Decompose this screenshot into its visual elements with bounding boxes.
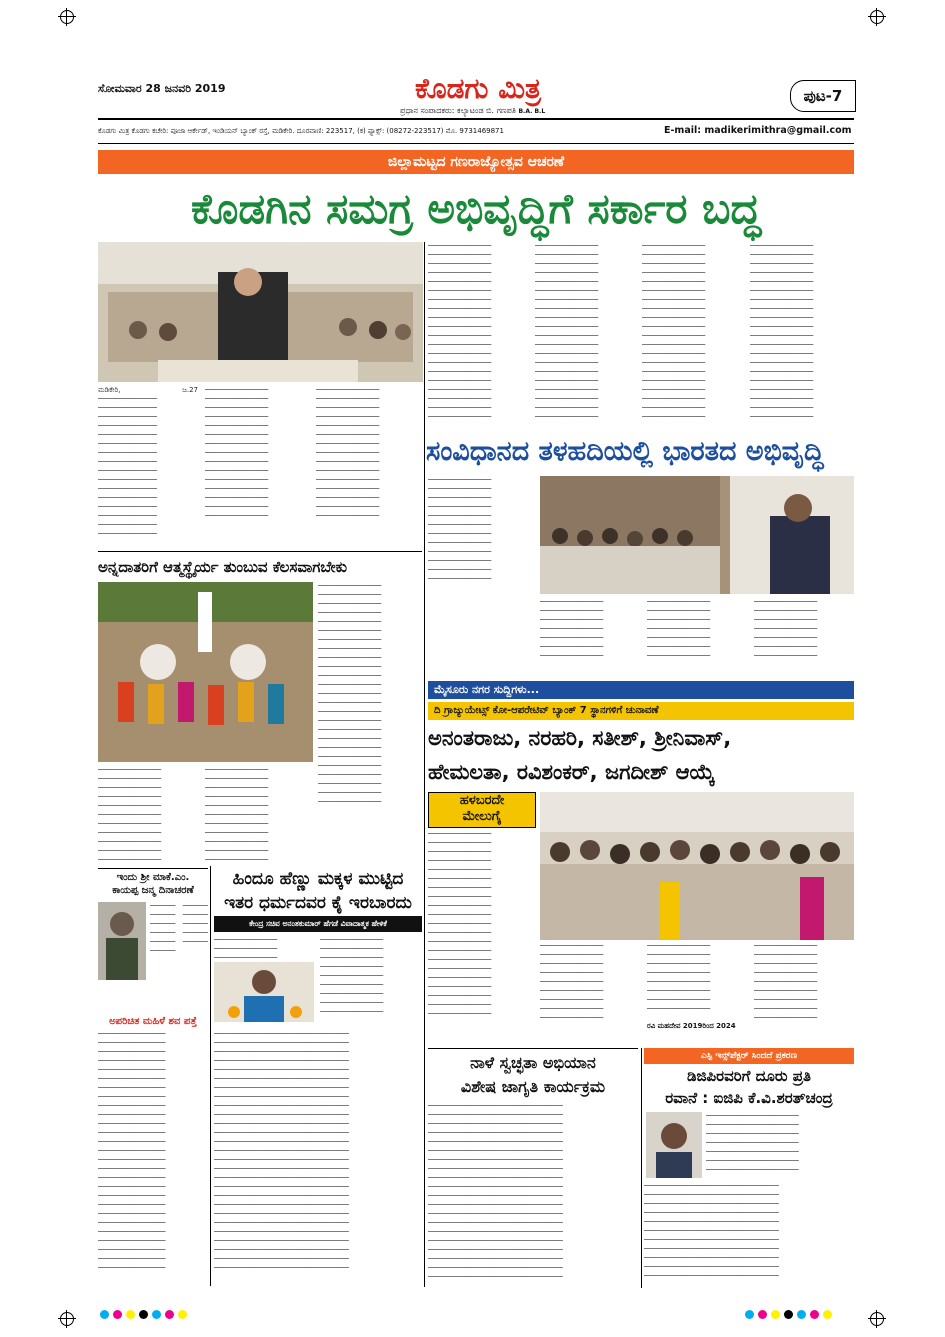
lead-body-col-1: ಮಡಿಕೇರಿ, ಜ.27 ────────────── ────────────── ────────────── ────────────── ────────────── ────────────── ────────────── ────────────── ────────────── ────────────── ────────────── ────────────── ────────────── ────────────── ────────────── ────────────── bbox=[98, 386, 198, 538]
birthday-body: ────── ────── ────── ────── ────── ────── ────── ────── ────── ────── ────── bbox=[150, 902, 208, 955]
paper-name: ಕೊಡಗು ಮಿತ್ರ bbox=[414, 72, 541, 105]
small-left-body: ──────────────── ──────────────── ──────────────── ──────────────── ──────────────── ──────────────── ──────────────── ──────────────── ──────────────── ──────────────── ──────────────── ──────────────── ──────────────── ──────────────── ──────────────── ──────────────── ──────────────── ──────────────── ──────────────── ──────────────── ──────────────── ──────────────── ──────────────── ──────────────── ──────────────── ──────────────── ──────────────── bbox=[98, 1030, 166, 1272]
constitution-body-col-3: ─────────────── ─────────────── ─────────────── ─────────────── ─────────────── ─────────────── ─────────────── bbox=[647, 598, 711, 660]
lead-kicker: ಜಿಲ್ಲಾಮಟ್ಟದ ಗಣರಾಜ್ಯೋತ್ಸವ ಆಚರಣೆ bbox=[387, 154, 565, 170]
hindu-headline-1: ಹಿಂದೂ ಹೆಣ್ಣು ಮಕ್ಕಳ ಮುಟ್ಟಿದ bbox=[232, 869, 404, 889]
masthead-rule-bottom bbox=[98, 143, 854, 144]
bank-kicker: ದಿ ಗ್ರಾಜ್ಯುಯೇಟ್ಸ್ ಕೋ-ಆಪರೇಟಿವ್ ಬ್ಯಾಂಕ್ 7 ಸ್ಥಾನಗಳಿಗೆ ಚುನಾವಣೆ bbox=[434, 705, 659, 716]
constitution-body-col-2: ─────────────── ─────────────── ─────────────── ─────────────── ─────────────── ─────────────── ─────────────── bbox=[540, 598, 604, 660]
constitution-body-col-1: ─────────────── ─────────────── ─────────────── ─────────────── ─────────────── ─────────────── ─────────────── ─────────────── ─────────────── ─────────────── ─────────────── ─────────────── bbox=[428, 476, 492, 583]
small-left-headline: ಅಪರಿಚಿತ ಮಹಿಳೆ ಶವ ಪತ್ತೆ bbox=[109, 1016, 197, 1027]
masthead-rule bbox=[98, 118, 854, 120]
registration-mark-icon bbox=[870, 10, 884, 24]
column-separator bbox=[210, 866, 211, 1286]
masthead-date: ಸೋಮವಾರ 28 ಜನವರಿ 2019 bbox=[98, 82, 226, 95]
side-label-line-2: ಮೇಲುಗೈ bbox=[462, 809, 502, 824]
mysore-section-bar bbox=[428, 681, 854, 699]
hindu-kicker-bar bbox=[214, 916, 422, 932]
dcp-headline-2: ರವಾನೆ : ಐಜಿಪಿ ಕೆ.ವಿ.ಶರತ್‌ಚಂದ್ರ bbox=[665, 1089, 833, 1107]
dcp-kicker: ಎಸ್ಪಿ ಇನ್ಸ್‌ಪೆಕ್ಟರ್ ಸಿಂದದೆ ಪ್ರಕರಣ bbox=[701, 1051, 797, 1061]
dcp-kicker-bar bbox=[644, 1048, 854, 1064]
hindu-headline-2: ಇತರ ಧರ್ಮದವರ ಕೈ ಇರಬಾರದು bbox=[224, 893, 412, 913]
cmyk-color-bar-icon bbox=[100, 1304, 191, 1323]
bank-body-col-1: ─────────────── ─────────────── ─────────────── ─────────────── ─────────────── ─────────────── ─────────────── ─────────────── ─────────────── ─────────────── ─────────────── ─────────────── ─────────────── ─────────────── ─────────────── ─────────────── ─────────────── ─────────────── ─────────────── ─────────────── ─────────────── bbox=[428, 830, 492, 1018]
email-address: E-mail: madikerimithra@gmail.com bbox=[664, 125, 852, 136]
dcp-portrait bbox=[646, 1112, 702, 1178]
editor-line: ಪ್ರಧಾನ ಸಂಪಾದಕರು: ಕಲ್ಯಾಟಂಡ ಬಿ. ಗಣಪತಿ B.A. B.L bbox=[400, 106, 546, 115]
lead-body-col-5: ─────────────── ─────────────── ─────────────── ─────────────── ─────────────── ─────────────── ─────────────── ─────────────── ─────────────── ─────────────── ─────────────── ─────────────── ─────────────── ─────────────── ─────────────── ─────────────── ─────────────── ─────────────── ─────────────── ─────────────── bbox=[535, 242, 599, 421]
birthday-portrait bbox=[98, 902, 146, 980]
bank-body-col-4: ─────────────── ─────────────── ─────────────── ─────────────── ─────────────── ─────────────── ─────────────── ─────────────── ─────────────── bbox=[754, 942, 818, 1022]
section-rule bbox=[98, 551, 422, 552]
registration-mark-icon bbox=[60, 1312, 74, 1326]
bank-photo bbox=[540, 792, 854, 940]
bank-body-col-3: ─────────────── ─────────────── ─────────────── ─────────────── ─────────────── ─────────────── ─────────────── ─────────────── bbox=[647, 942, 711, 1013]
constitution-headline: ಸಂವಿಧಾನದ ತಳಹದಿಯಲ್ಲಿ ಭಾರತದ ಅಭಿವೃದ್ಧಿ bbox=[426, 436, 824, 467]
cmyk-color-bar-icon bbox=[745, 1304, 836, 1323]
lead-body-col-7: ─────────────── ─────────────── ─────────────── ─────────────── ─────────────── ─────────────── ─────────────── ─────────────── ─────────────── ─────────────── ─────────────── ─────────────── ─────────────── ─────────────── ─────────────── ─────────────── ─────────────── ─────────────── ─────────────── ─────────────── bbox=[750, 242, 814, 421]
bank-names-line-2: ಹೇಮಲತಾ, ರವಿಶಂಕರ್, ಜಗದೀಶ್ ಆಯ್ಕೆ bbox=[428, 760, 715, 784]
registration-mark-icon bbox=[60, 10, 74, 24]
birthday-headline: ಕಾಯಪ್ಪ ಜನ್ಮ ದಿನಾಚರಣೆ bbox=[112, 885, 194, 896]
lead-photo bbox=[98, 242, 423, 382]
constitution-body-col-4: ─────────────── ─────────────── ─────────────── ─────────────── ─────────────── ─────────────── ─────────────── bbox=[754, 598, 818, 660]
section-rule bbox=[428, 1048, 638, 1049]
lead-body-col-2: ─────────────── ─────────────── ─────────────── ─────────────── ─────────────── ─────────────── ─────────────── ─────────────── ─────────────── ─────────────── ─────────────── ─────────────── ─────────────── ─────────────── ─────────────── bbox=[205, 386, 269, 520]
lead-kicker-bar bbox=[98, 150, 854, 174]
constitution-photo bbox=[540, 476, 854, 594]
swachhata-body: ──────────────────────────────── ──────────────────────────────── ──────────────────────────────── ──────────────────────────────── ──────────────────────────────── ──────────────────────────────── ──────────────────────────────── ──────────────────────────────── ──────────────────────────────── ──────────────────────────────── ──────────────────────────────── ──────────────────────────────── ──────────────────────────────── ──────────────────────────────── ──────────────────────────────── ──────────────────────────────── ──────────────────────────────── ──────────────────────────────── ──────────────────────────────── ──────────────────────────────── bbox=[428, 1102, 563, 1281]
side-label-line-1: ಹಳಬರದೇ bbox=[459, 793, 505, 808]
dcp-body-col-1: ────────────────────── ────────────────────── ────────────────────── ────────────────────── ────────────────────── ────────────────────── ────────────────────── bbox=[706, 1112, 799, 1174]
side-label-box bbox=[428, 792, 536, 828]
farmers-headline: ಅನ್ನದಾತರಿಗೆ ಆತ್ಮಸ್ಥೈರ್ಯ ತುಂಬುವ ಕೆಲಸವಾಗಬೇಕು bbox=[98, 558, 348, 576]
lead-body-col-6: ─────────────── ─────────────── ─────────────── ─────────────── ─────────────── ─────────────── ─────────────── ─────────────── ─────────────── ─────────────── ─────────────── ─────────────── ─────────────── ─────────────── ─────────────── ─────────────── ─────────────── ─────────────── ─────────────── ─────────────── bbox=[642, 242, 706, 421]
mysore-section-label: ಮೈಸೂರು ನಗರ ಸುದ್ದಿಗಳು... bbox=[434, 683, 540, 696]
farmers-body-col-2: ─────────────── ─────────────── ─────────────── ─────────────── ─────────────── ─────────────── ─────────────── ─────────────── ─────────────── ─────────────── ─────────────── ─────────────── ─────────────── ─────────────── ─────────────── ─────────────── ─────────────── ─────────────── ─────────────── ─────────────── ─────────────── ─────────────── ─────────────── ─────────────── ─────────────── bbox=[318, 582, 382, 806]
swachhata-headline-2: ವಿಶೇಷ ಜಾಗೃತಿ ಕಾರ್ಯಕ್ರಮ bbox=[460, 1077, 606, 1096]
lead-headline: ಕೊಡಗಿನ ಸಮಗ್ರ ಅಭಿವೃದ್ಧಿಗೆ ಸರ್ಕಾರ ಬದ್ಧ bbox=[190, 184, 762, 233]
dcp-headline-1: ಡಿಜಿಪಿರವರಿಗೆ ದೂರು ಪ್ರತಿ bbox=[687, 1067, 811, 1085]
hindu-kicker: ಕೇಂದ್ರ ಸಚಿವ ಅನಂತಕುಮಾರ್ ಹೆಗಡೆ ವಿವಾದಾತ್ಮಕ ಹೇಳಿಕೆ bbox=[249, 919, 387, 928]
farmers-photo bbox=[98, 582, 313, 762]
lead-body-col-4: ─────────────── ─────────────── ─────────────── ─────────────── ─────────────── ─────────────── ─────────────── ─────────────── ─────────────── ─────────────── ─────────────── ─────────────── ─────────────── ─────────────── ─────────────── ─────────────── ─────────────── ─────────────── ─────────────── ─────────────── bbox=[428, 242, 492, 421]
bank-result-note: ರವಿ ಮಹದೇವ 2019ರಿಂದ 2024 bbox=[647, 1022, 736, 1030]
farmers-body-col-1b: ─────────────── ─────────────── ─────────────── ─────────────── ─────────────── ─────────────── ─────────────── ─────────────── ─────────────── ─────────────── ─────────────── bbox=[205, 766, 269, 864]
column-separator bbox=[641, 1048, 642, 1288]
page-number-badge: ಪುಟ-7 bbox=[790, 80, 856, 112]
registration-mark-icon bbox=[870, 1312, 884, 1326]
bank-names-line-1: ಅನಂತರಾಜು, ನರಹರಿ, ಸತೀಶ್, ಶ್ರೀನಿವಾಸ್, bbox=[428, 726, 732, 750]
farmers-body-col-1: ─────────────── ─────────────── ─────────────── ─────────────── ─────────────── ─────────────── ─────────────── ─────────────── ─────────────── ─────────────── ─────────────── bbox=[98, 766, 162, 864]
hindu-body-col-3: ──────────────────────────────── ──────────────────────────────── ──────────────────────────────── ──────────────────────────────── ──────────────────────────────── ──────────────────────────────── ──────────────────────────────── ──────────────────────────────── ──────────────────────────────── ──────────────────────────────── ──────────────────────────────── ──────────────────────────────── ──────────────────────────────── ──────────────────────────────── ──────────────────────────────── ──────────────────────────────── ──────────────────────────────── ──────────────────────────────── ──────────────────────────────── ──────────────────────────────── ──────────────────────────────── ──────────────────────────────── ──────────────────────────────── ──────────────────────────────── ──────────────────────────────── ──────────────────────────────── ──────────────────────────────── bbox=[214, 1030, 349, 1272]
hindu-body-col-2: ─────────────── ─────────────── ─────────────── ─────────────── ─────────────── ─────────────── ─────────────── ─────────────── ─────────────── bbox=[320, 936, 384, 1016]
bank-body-col-2: ─────────────── ─────────────── ─────────────── ─────────────── ─────────────── ─────────────── ─────────────── ─────────────── ─────────────── bbox=[540, 942, 604, 1022]
dcp-body-col-2: ──────────────────────────────── ──────────────────────────────── ──────────────────────────────── ──────────────────────────────── ──────────────────────────────── ──────────────────────────────── ──────────────────────────────── ──────────────────────────────── ──────────────────────────────── ──────────────────────────────── ──────────────────────────────── bbox=[644, 1182, 779, 1280]
column-separator bbox=[424, 242, 425, 1287]
contact-line: ಕೊಡಗು ಮಿತ್ರ ಕೊಡಗು ಕಚೇರಿ: ಪೂಜಾ ಆರ್ಕೇಡ್, ಇಂಡಿಯನ್ ಬ್ಯಾಂಕ್ ರಸ್ತೆ, ಮಡಿಕೇರಿ. ದೂರವಾಣಿ: 223517, (ಕ) ಫ್ಯಾಕ್ಸ್: (08272-223517) ಮೊ. 9731469871 bbox=[98, 127, 504, 135]
swachhata-headline-1: ನಾಳೆ ಸ್ವಚ್ಛತಾ ಅಭಿಯಾನ bbox=[470, 1053, 596, 1072]
bank-kicker-bar bbox=[428, 702, 854, 720]
section-rule bbox=[98, 868, 208, 869]
lead-body-col-3: ─────────────── ─────────────── ─────────────── ─────────────── ─────────────── ─────────────── ─────────────── ─────────────── ─────────────── ─────────────── ─────────────── ─────────────── ─────────────── ─────────────── ─────────────── bbox=[316, 386, 380, 520]
hindu-body-col-1: ─────────────── ─────────────── ─────────────── bbox=[214, 936, 278, 962]
birthday-kicker: ಇಂದು ಶ್ರೀ ಮಾಕೆ.ಎಂ. bbox=[116, 872, 190, 883]
hindu-photo bbox=[214, 962, 314, 1022]
